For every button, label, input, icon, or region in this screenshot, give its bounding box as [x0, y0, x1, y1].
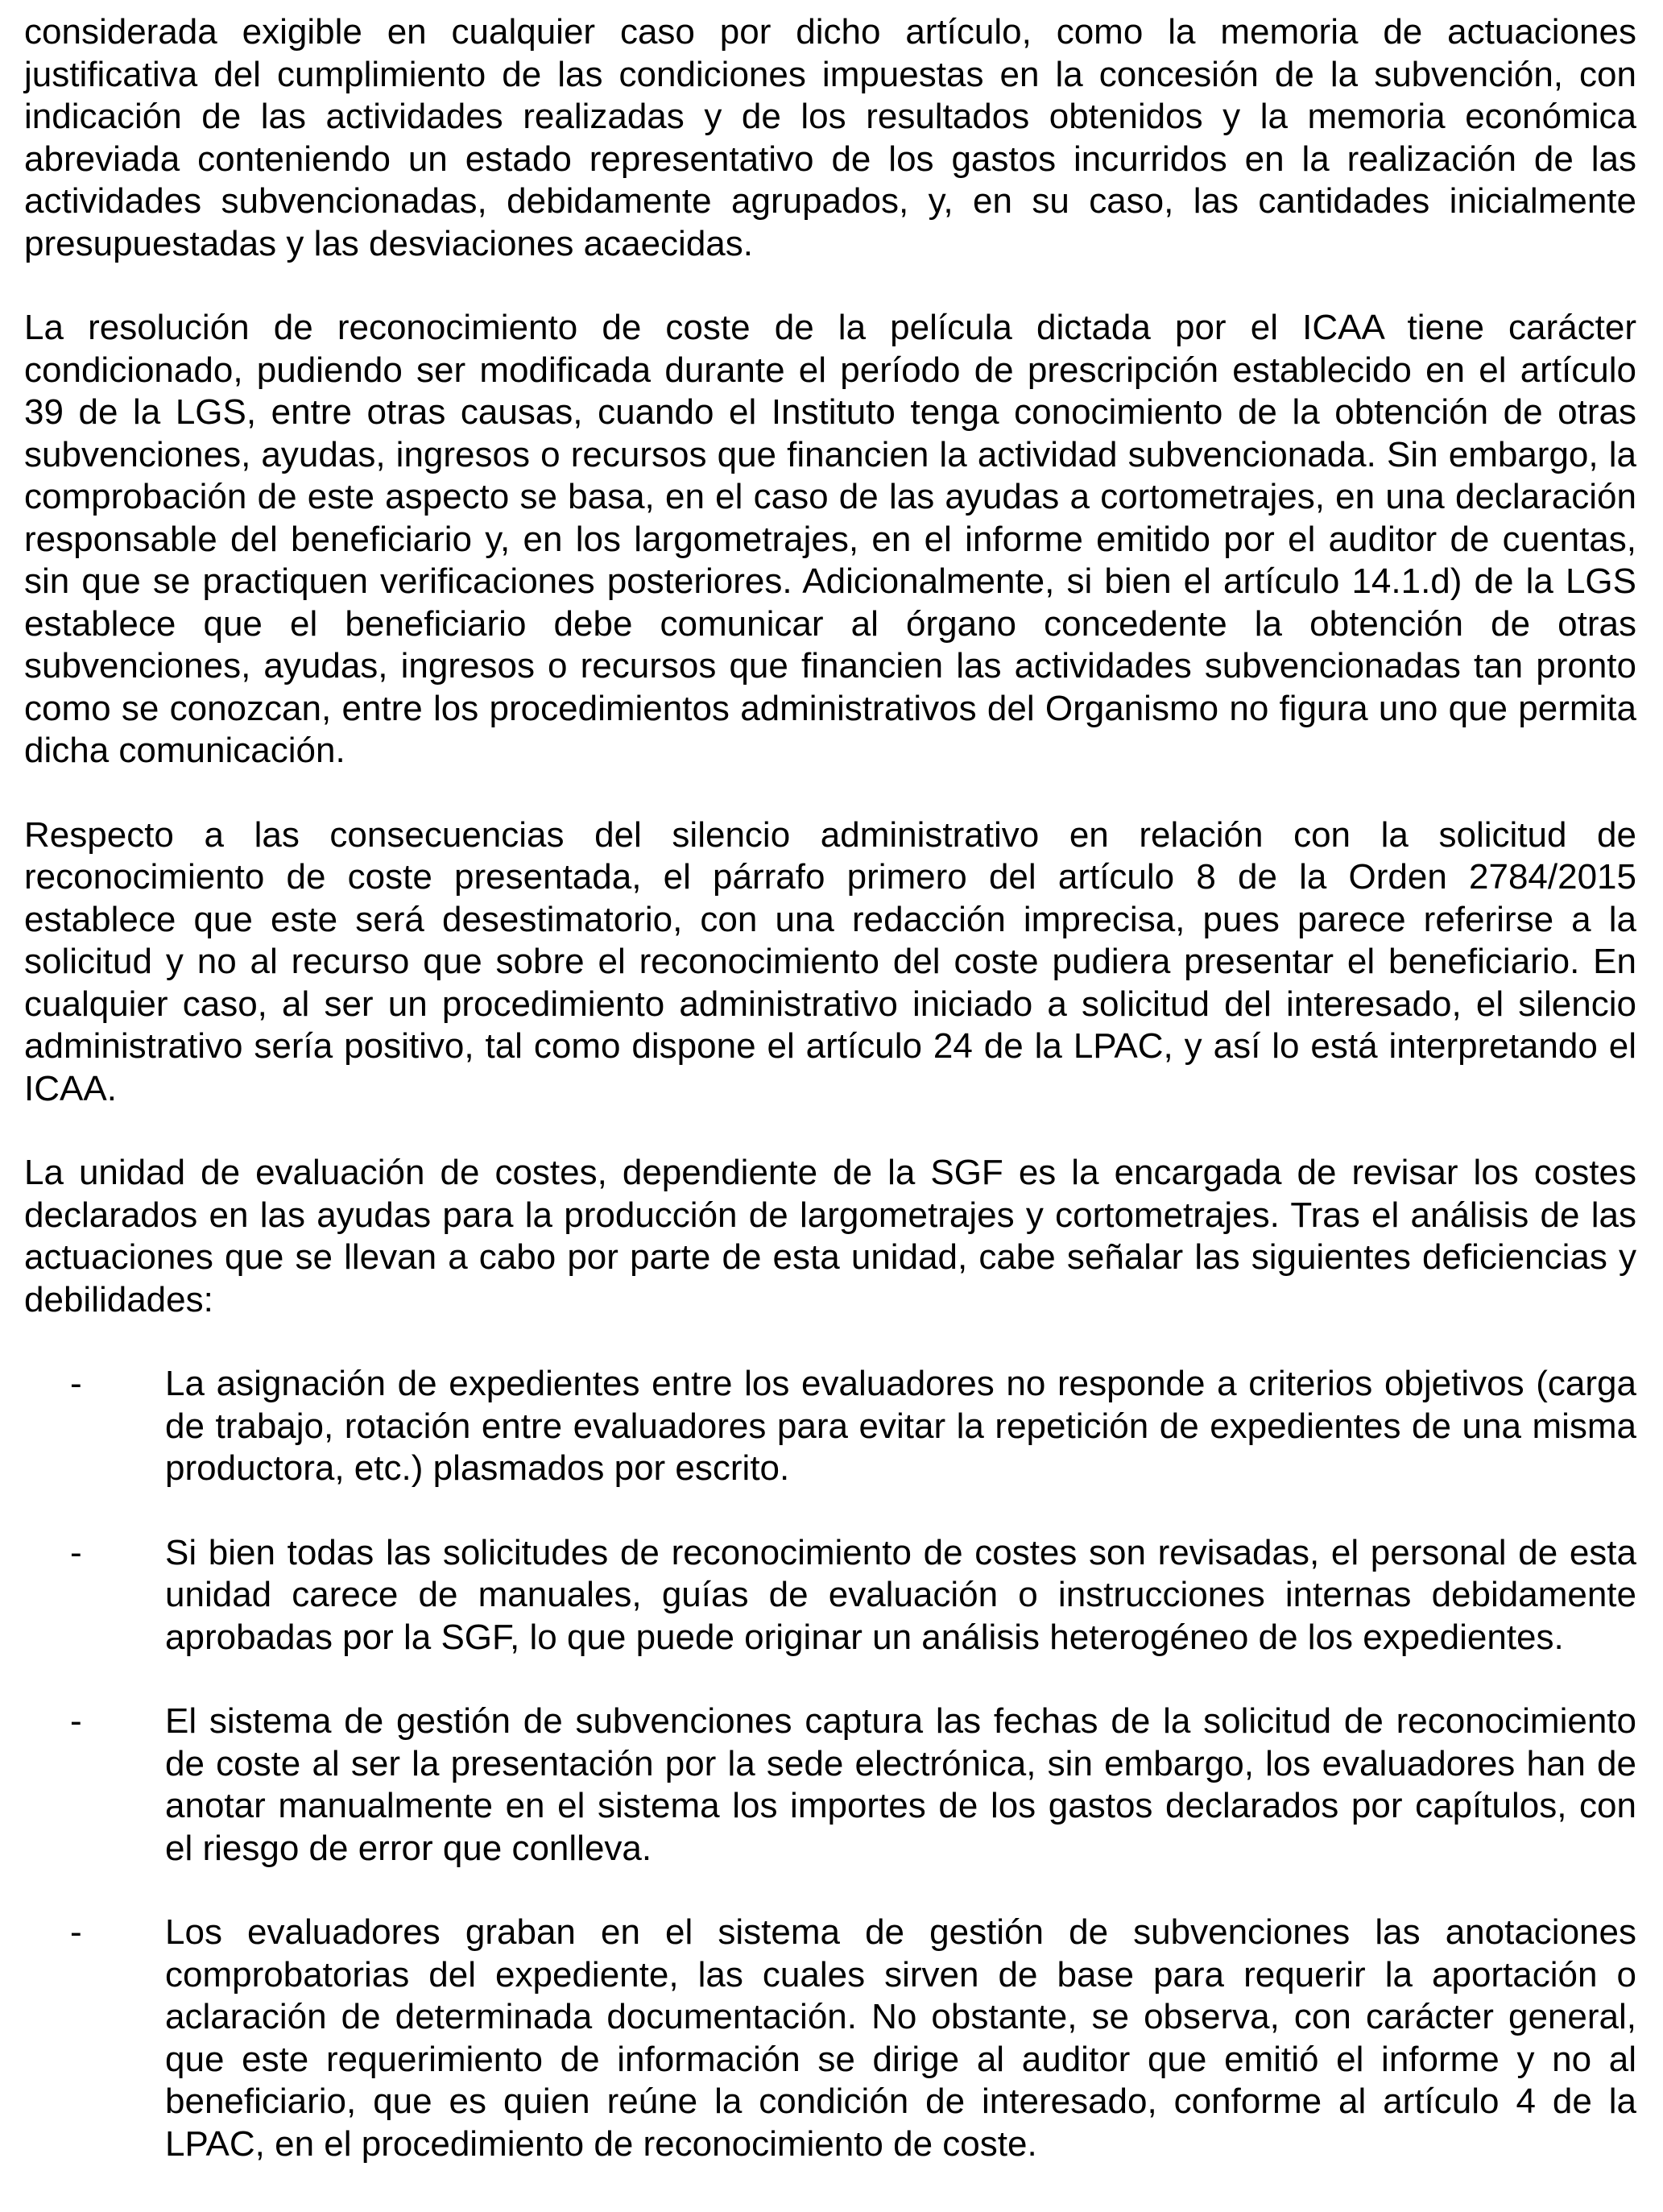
list-item	[24, 1363, 1636, 1490]
list-item	[24, 1912, 1636, 2165]
list-bullet: -	[70, 1532, 82, 1572]
list-item-text: Si bien todas las solicitudes de reconocimiento de costes son revisadas, el personal de esta unidad carece de manuales, guías de evaluación o instrucciones internas debidamente aprobadas por la SGF, lo que puede originar un análisis heterogéneo de los expedientes.	[165, 1532, 1636, 1657]
list-item	[24, 1532, 1636, 1659]
deficiencias-list	[24, 1363, 1636, 2165]
list-bullet: -	[70, 1364, 82, 1403]
list-item	[24, 1700, 1636, 1870]
paragraph-resolucion-reconocimiento: La resolución de reconocimiento de coste de la película dictada por el ICAA tiene carácter condicionado, pudiendo ser modificada durante el período de prescripción establecido en el artículo 39 de la LGS, entre otras causas, cuando el Instituto tenga conocimiento de la obtención de otras subvenciones, ayudas, ingresos o recursos que financien la actividad subvencionada. Sin embargo, la comprobación de este aspecto se basa, en el caso de las ayudas a cortometrajes, en una declaración responsable del beneficiario y, en los largometrajes, en el informe emitido por el auditor de cuentas, sin que se practiquen verificaciones posteriores. Adicionalmente, si bien el artículo 14.1.d) de la LGS establece que el beneficiario debe comunicar al órgano concedente la obtención de otras subvenciones, ayudas, ingresos o recursos que financien las actividades subvencionadas tan pronto como se conozcan, entre los procedimientos administrativos del Organismo no figura uno que permita dicha comunicación.	[24, 308, 1636, 770]
list-item-text: La asignación de expedientes entre los evaluadores no responde a criterios objetivos (carga de trabajo, rotación entre evaluadores para evitar la repetición de expedientes de una misma productora, etc.) plasmados por escrito.	[165, 1364, 1636, 1488]
paragraph-silencio-administrativo: Respecto a las consecuencias del silencio administrativo en relación con la solicitud de reconocimiento de coste presentada, el párrafo primero del artículo 8 de la Orden 2784/2015 establece que este será desestimatorio, con una redacción imprecisa, pues parece referirse a la solicitud y no al recurso que sobre el reconocimiento del coste pudiera presentar el beneficiario. En cualquier caso, al ser un procedimiento administrativo iniciado a solicitud del interesado, el silencio administrativo sería positivo, tal como dispone el artículo 24 de la LPAC, y así lo está interpretando el ICAA.	[24, 814, 1636, 1108]
list-bullet: -	[70, 1701, 82, 1741]
list-item-text: Los evaluadores graban en el sistema de gestión de subvenciones las anotaciones comprobatorias del expediente, las cuales sirven de base para requerir la aportación o aclaración de determinada documentación. No obstante, se observa, con carácter general, que este requerimiento de información se dirige al auditor que emitió el informe y no al beneficiario, que es quien reúne la condición de interesado, conforme al artículo 4 de la LPAC, en el procedimiento de reconocimiento de coste.	[165, 1912, 1636, 2164]
paragraph-memoria: considerada exigible en cualquier caso por dicho artículo, como la memoria de actuaciones justificativa del cumplimiento de las condiciones impuestas en la concesión de la subvención, con indicación de las actividades realizadas y de los resultados obtenidos y la memoria económica abreviada conteniendo un estado representativo de los gastos incurridos en la realización de las actividades subvencionadas, debidamente agrupados, y, en su caso, las cantidades inicialmente presupuestadas y las desviaciones acaecidas.	[24, 12, 1636, 263]
list-bullet: -	[70, 1912, 82, 1952]
document-page	[24, 11, 1636, 2165]
paragraph-unidad-evaluacion: La unidad de evaluación de costes, dependiente de la SGF es la encargada de revisar los costes declarados en las ayudas para la producción de largometrajes y cortometrajes. Tras el análisis de las actuaciones que se llevan a cabo por parte de esta unidad, cabe señalar las siguientes deficiencias y debilidades:	[24, 1153, 1636, 1319]
list-item-text: El sistema de gestión de subvenciones captura las fechas de la solicitud de reconocimiento de coste al ser la presentación por la sede electrónica, sin embargo, los evaluadores han de anotar manualmente en el sistema los importes de los gastos declarados por capítulos, con el riesgo de error que conlleva.	[165, 1701, 1636, 1868]
